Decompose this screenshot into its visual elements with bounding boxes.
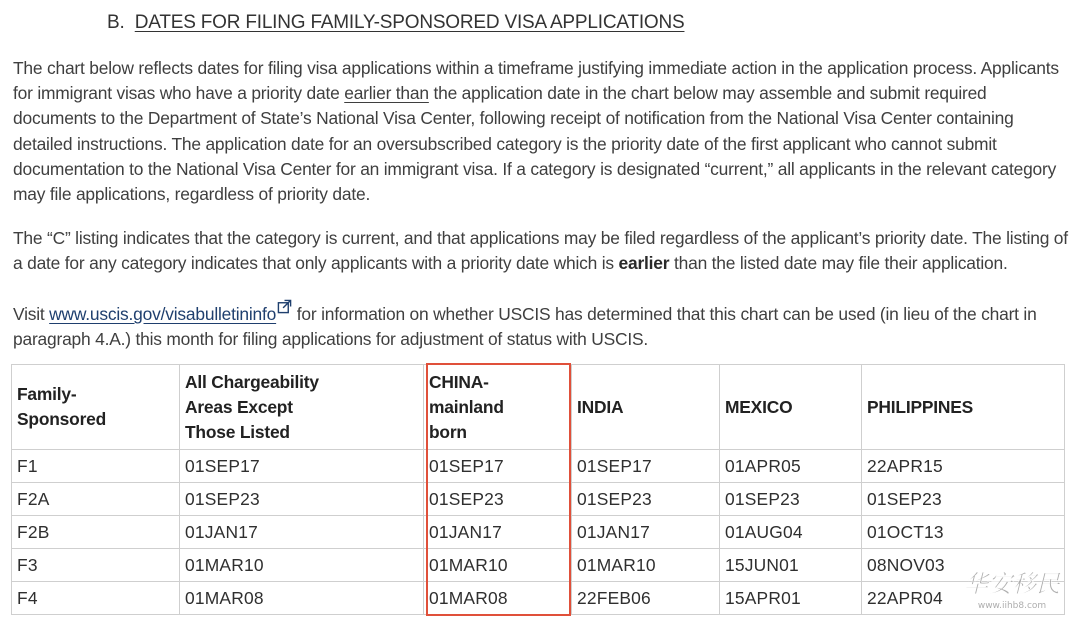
cell-all: 01MAR08	[180, 582, 424, 615]
section-title: DATES FOR FILING FAMILY-SPONSORED VISA APPLICATIONS	[134, 12, 685, 33]
table-row	[12, 582, 1065, 615]
table-row	[12, 549, 1065, 582]
watermark	[960, 566, 1064, 610]
cell-china: 01JAN17	[424, 516, 572, 549]
paragraph1-text-b: the application date in the chart below may assemble and submit required documents to the Department of State’s National Visa Center, following receipt of notification from the National Visa Center containing detailed instructions. The application date for an oversubscribed category is the priority date of the first applicant who cannot submit documentation to the National Visa Center for an immigrant visa. If a category is designated “current,” all applicants in the relevant category may file applications, regardless of priority date.	[13, 83, 1057, 205]
watermark-url: www.iihb8.com	[977, 601, 1047, 611]
external-link-icon[interactable]	[277, 296, 292, 311]
cell-philippines: 01OCT13	[862, 516, 1065, 549]
paragraph2-text-a: The “C” listing indicates that the category is current, and that applications may be filed regardless of the applicant’s priority date. The listing of a date for any category indicates that only applicants with a priority date which is	[13, 228, 1068, 274]
cell-mexico: 01AUG04	[720, 516, 862, 549]
cell-category: F2B	[12, 516, 180, 549]
paragraph-uscis-info	[13, 296, 1068, 352]
cell-category: F1	[12, 450, 180, 483]
cell-india: 01SEP23	[572, 483, 720, 516]
cell-india: 01JAN17	[572, 516, 720, 549]
cell-all: 01SEP23	[180, 483, 424, 516]
cell-china: 01SEP17	[424, 450, 572, 483]
cell-category: F3	[12, 549, 180, 582]
header-family-sponsored: Family- Sponsored	[12, 365, 180, 450]
paragraph2-bold: earlier	[618, 253, 670, 274]
cell-mexico: 01SEP23	[720, 483, 862, 516]
cell-category: F4	[12, 582, 180, 615]
paragraph2-text-b: than the listed date may file their application.	[669, 253, 1008, 274]
cell-mexico: 01APR05	[720, 450, 862, 483]
cell-all: 01JAN17	[180, 516, 424, 549]
table-row	[12, 483, 1065, 516]
paragraph3-suffix: for information on whether USCIS has determined that this chart can be used (in lieu of the chart in paragraph 4.A.) this month for filing applications for adjustment of status with USCIS.	[13, 304, 1037, 350]
cell-philippines: 01SEP23	[862, 483, 1065, 516]
cell-philippines: 22APR04	[862, 582, 1065, 615]
paragraph1-text-a: The chart below reflects dates for filing visa applications within a timeframe justifying immediate action in the application process. Applicants for immigrant visas who have a priority date	[13, 58, 1059, 104]
paragraph-filing-dates	[13, 56, 1068, 207]
paragraph3-prefix: Visit	[13, 304, 50, 324]
cell-china: 01MAR10	[424, 549, 572, 582]
watermark-logo-icon	[960, 566, 1064, 600]
table-header-row	[12, 365, 1065, 450]
table-row	[12, 516, 1065, 549]
uscis-link[interactable]: www.uscis.gov/visabulletininfo	[49, 304, 277, 324]
cell-mexico: 15APR01	[720, 582, 862, 615]
family-sponsored-dates-table	[11, 364, 1065, 615]
svg-text:华安移民: 华安移民	[964, 570, 1060, 598]
cell-philippines: 22APR15	[862, 450, 1065, 483]
table-row	[12, 450, 1065, 483]
paragraph1-underlined: earlier than	[344, 83, 429, 104]
cell-all: 01MAR10	[180, 549, 424, 582]
header-india: INDIA	[572, 365, 720, 450]
paragraph-current-listing	[13, 226, 1068, 276]
cell-china: 01MAR08	[424, 582, 572, 615]
cell-china: 01SEP23	[424, 483, 572, 516]
header-mexico: MEXICO	[720, 365, 862, 450]
header-all-chargeability: All Chargeability Areas Except Those Listed	[180, 365, 424, 450]
cell-india: 01MAR10	[572, 549, 720, 582]
header-philippines: PHILIPPINES	[862, 365, 1065, 450]
section-letter: B.	[107, 12, 125, 33]
header-china: CHINA- mainland born	[424, 365, 572, 450]
cell-india: 01SEP17	[572, 450, 720, 483]
cell-mexico: 15JUN01	[720, 549, 862, 582]
cell-all: 01SEP17	[180, 450, 424, 483]
section-heading	[107, 12, 684, 34]
cell-category: F2A	[12, 483, 180, 516]
cell-philippines: 08NOV03	[862, 549, 1065, 582]
cell-india: 22FEB06	[572, 582, 720, 615]
